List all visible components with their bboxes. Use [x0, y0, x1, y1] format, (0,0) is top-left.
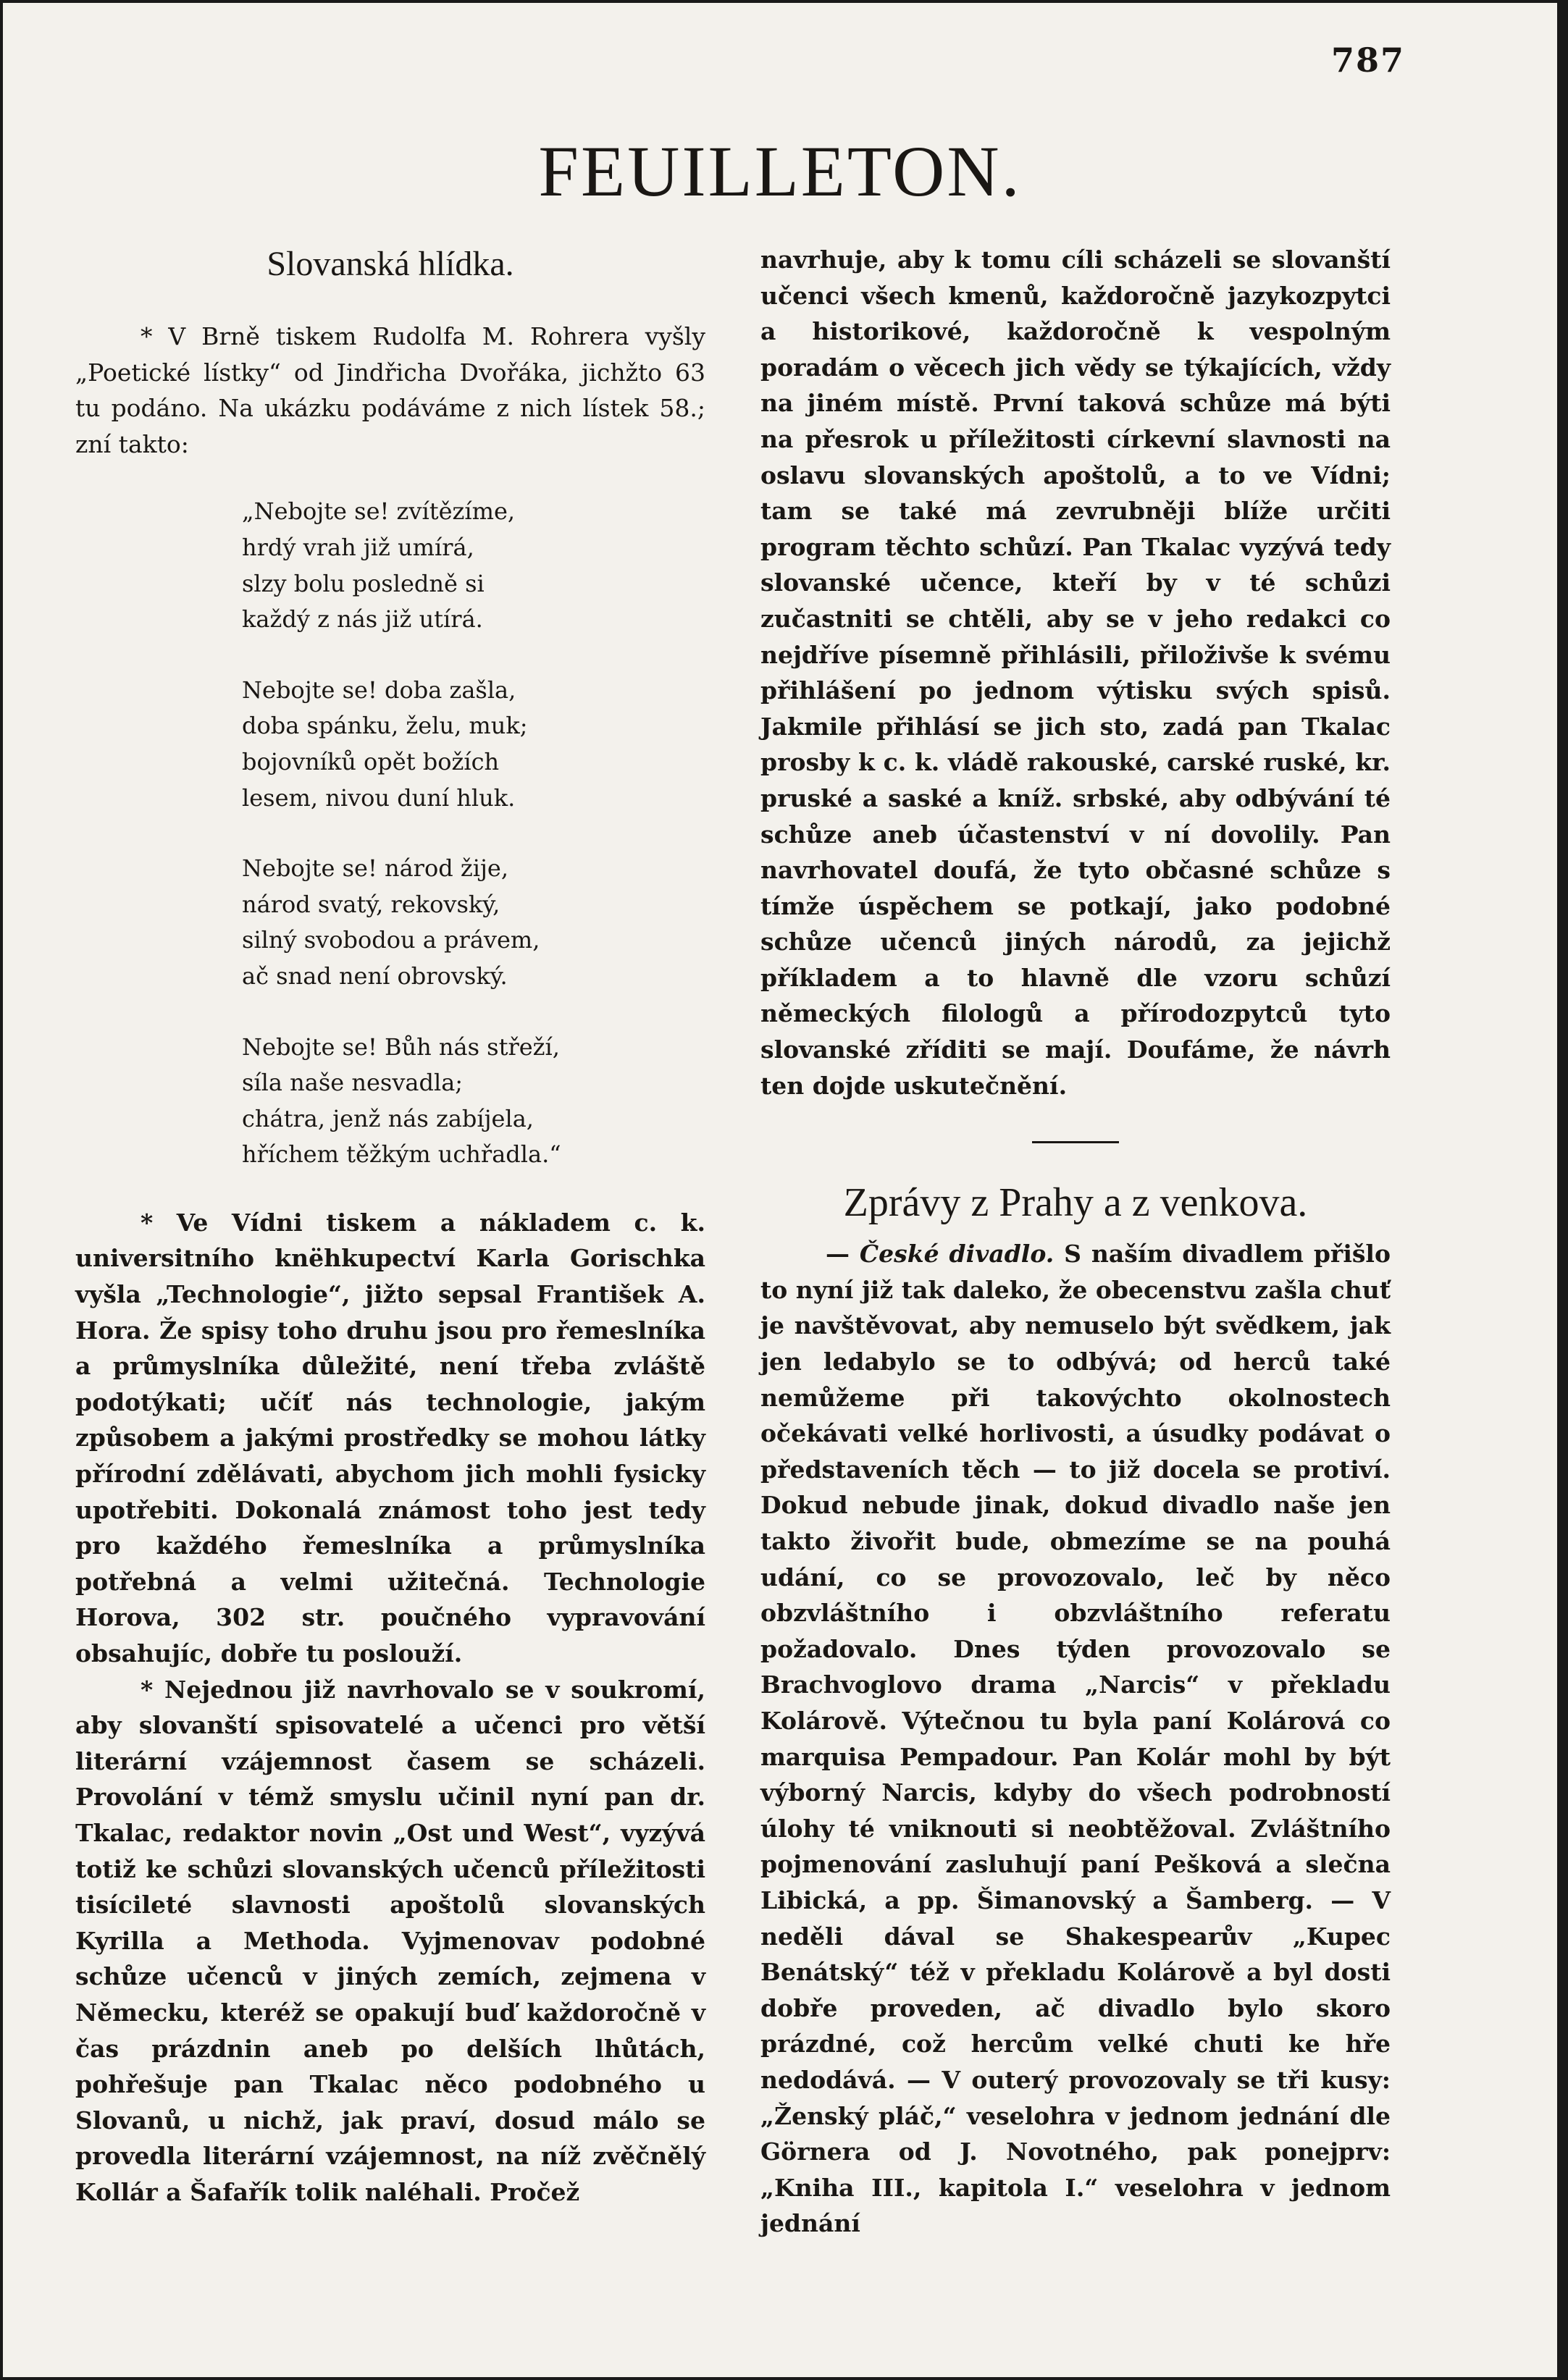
left-column	[75, 242, 705, 2211]
poem-line: národ svatý, rekovský,	[242, 890, 500, 918]
poem-line: ač snad není obrovský.	[242, 962, 508, 990]
poem-stanza	[242, 851, 705, 994]
prague-news-heading: Zprávy z Prahy a z venkova.	[843, 1180, 1308, 1226]
article-technologie: * Ve Vídni tiskem a nákladem c. k. universitního knëhkupectví Karla Gorischka vyšla „Technologie“, jižto sepsal František A. Hora. Že spisy toho druhu jsou pro řemeslníka a průmyslníka důležité, není třeba zvláště podotýkati; učíť nás technologie, jakým způsobem a jakými prostředky se mohou látky přírodní zdělávati, abychom jich mohli fysicky upotřebiti. Dokonalá známost toho jest tedy pro každého řemeslníka a průmyslníka potřebná a velmi užitečná. Technologie Horova, 302 str. poučného vypravování obsahujíc, dobře tu poslouží.	[75, 1208, 705, 1668]
newspaper-page	[3, 3, 1557, 2377]
poem-line: Nebojte se! doba zašla,	[242, 676, 516, 704]
article-slavic-scholars: * Nejednou již navrhovalo se v soukromí, aby slovanští spisovatelé a učenci pro větší literární vzájemnost časem se scházeli. Provolání v témž smyslu učinil nyní pan dr. Tkalac, redaktor novin „Ost und West“, vyzývá totiž ke schůzi slovanských učenců příležitosti tisícileté slavnosti apoštolů slovanských Kyrilla a Methoda. Vyjmenovav podobné schůze učenců v jiných zemích, zejmena v Německu, kteréž se opakují buď každoročně v čas prázdnin aneb po delších lhůtách, pohřešuje pan Tkalac něco podobného u Slovanů, u nichž, jak praví, dosud málo se provedla literární vzájemnost, na níž zvěčnělý Kollár a Šafařík tolik naléhali. Pročež	[75, 1675, 705, 2206]
poem-stanza	[242, 1030, 705, 1173]
poem-line: chátra, jenž nás zabíjela,	[242, 1104, 534, 1132]
poem-line: bojovníků opět božích	[242, 747, 500, 775]
theatre-text: S naším divadlem přišlo to nyní již tak daleko, že obecenstvu zašla chuť je navštěvovat, aby nemuselo být svědkem, jak jen ledabylo se to odbývá; od herců také nemůžeme při takovýchto okolnostech očekávati velké horlivosti, a úsudky podávat o představeních těch — to již docela se protiví. Dokud nebude jinak, dokud divadlo naše jen takto živořit bude, obmezíme se na pouhá udání, co se provozovalo, leč by něco obzvláštního i obzvláštního referatu požadovalo. Dnes týden provozovalo se Brachvoglovo drama „Narcis“ v překladu Kolárově. Výtečnou tu byla paní Kolárová co marquisa Pempadour. Pan Kolár mohl by být výborný Narcis, kdyby do všech podrobností úlohy té vniknouti si neobtěžoval. Zvláštního pojmenování zasluhují paní Pešková a slečna Libická, a pp. Šimanovský a Šamberg. — V neděli dával se Shakespearův „Kupec Benátský“ též v překladu Kolárově a byl dosti dobře proveden, ač divadlo bylo skoro prázdné, což hercům velké chuti ke hře nedodává. — V outerý provozovaly se tři kusy: „Ženský pláč,“ veselohra v jednom jednání dle Görnera od J. Novotného, pak ponejprv: „Kniha III., kapitola I.“ veselohra v jednom jednání	[760, 1240, 1391, 2238]
poem-line: lesem, nivou duní hluk.	[242, 783, 516, 812]
poem-line: síla naše nesvadla;	[242, 1069, 464, 1097]
poem-line: Nebojte se! národ žije,	[242, 854, 508, 883]
article-poetic-leaflets: * V Brně tiskem Rudolfa M. Rohrera vyšly „Poetické lístky“ od Jindřicha Dvořáka, jichžto 63 tu podáno. Na ukázku podáváme z nich lístek 58.; zní takto:	[75, 322, 705, 458]
poem-line: silný svobodou a právem,	[242, 926, 540, 954]
page-number: 787	[1330, 41, 1405, 80]
poem-line: „Nebojte se! zvítězíme,	[242, 497, 516, 526]
slovanska-hlidka-heading: Slovanská hlídka.	[267, 245, 514, 283]
section-divider	[1032, 1141, 1119, 1143]
poem	[242, 494, 705, 1173]
article-slavic-scholars-continued: navrhuje, aby k tomu cíli scházeli se slovanští učenci všech kmenů, každoročně jazykozpytci a historikové, každoročně k vespolným poradám o věcech jich vědy se týkajících, vždy na jiném místě. První taková schůze má býti na přesrok u příležitosti církevní slavnosti na oslavu slovanských apoštolů, a to ve Vídni; tam se také má zevrubněji blíže určiti program těchto schůzí. Pan Tkalac vyzývá tedy slovanské učence, kteří by v té schůzi zučastniti se chtěli, aby se v jeho redakci co nejdříve písemně přihlásili, přiloživše k svému přihlášení po jednom výtisku svých spisů. Jakmile přihlásí se jich sto, zadá pan Tkalac prosby k c. k. vládě rakouské, carské ruské, kr. pruské a saské a kníž. srbské, aby odbývání té schůze aneb účastenství v ní dovolily. Pan navrhovatel doufá, že tyto občasné schůze s tímže úspěchem se potkají, jako podobné schůze učenců jiných národů, za jejichž příkladem a to hlavně dle vzoru schůzí německých filologů a přírodozpytců tyto slovanské zříditi se mají. Doufáme, že návrh ten dojde uskutečnění.	[760, 245, 1391, 1100]
theatre-title: České divadlo.	[859, 1240, 1055, 1269]
poem-line: Nebojte se! Bůh nás střeží,	[242, 1033, 560, 1061]
poem-line: hrdý vrah již umírá,	[242, 533, 474, 561]
poem-line: doba spánku, želu, muk;	[242, 712, 528, 740]
theatre-dash: —	[826, 1240, 850, 1269]
poem-stanza	[242, 673, 705, 816]
poem-line: hříchem těžkým uchřadla.“	[242, 1140, 561, 1169]
article-czech-theatre	[760, 1236, 1391, 2242]
poem-stanza	[242, 494, 705, 637]
poem-line: každý z nás již utírá.	[242, 605, 483, 634]
section-title: FEUILLETON.	[538, 131, 1022, 211]
poem-line: slzy bolu posledně si	[242, 569, 485, 597]
right-column	[760, 242, 1391, 2242]
